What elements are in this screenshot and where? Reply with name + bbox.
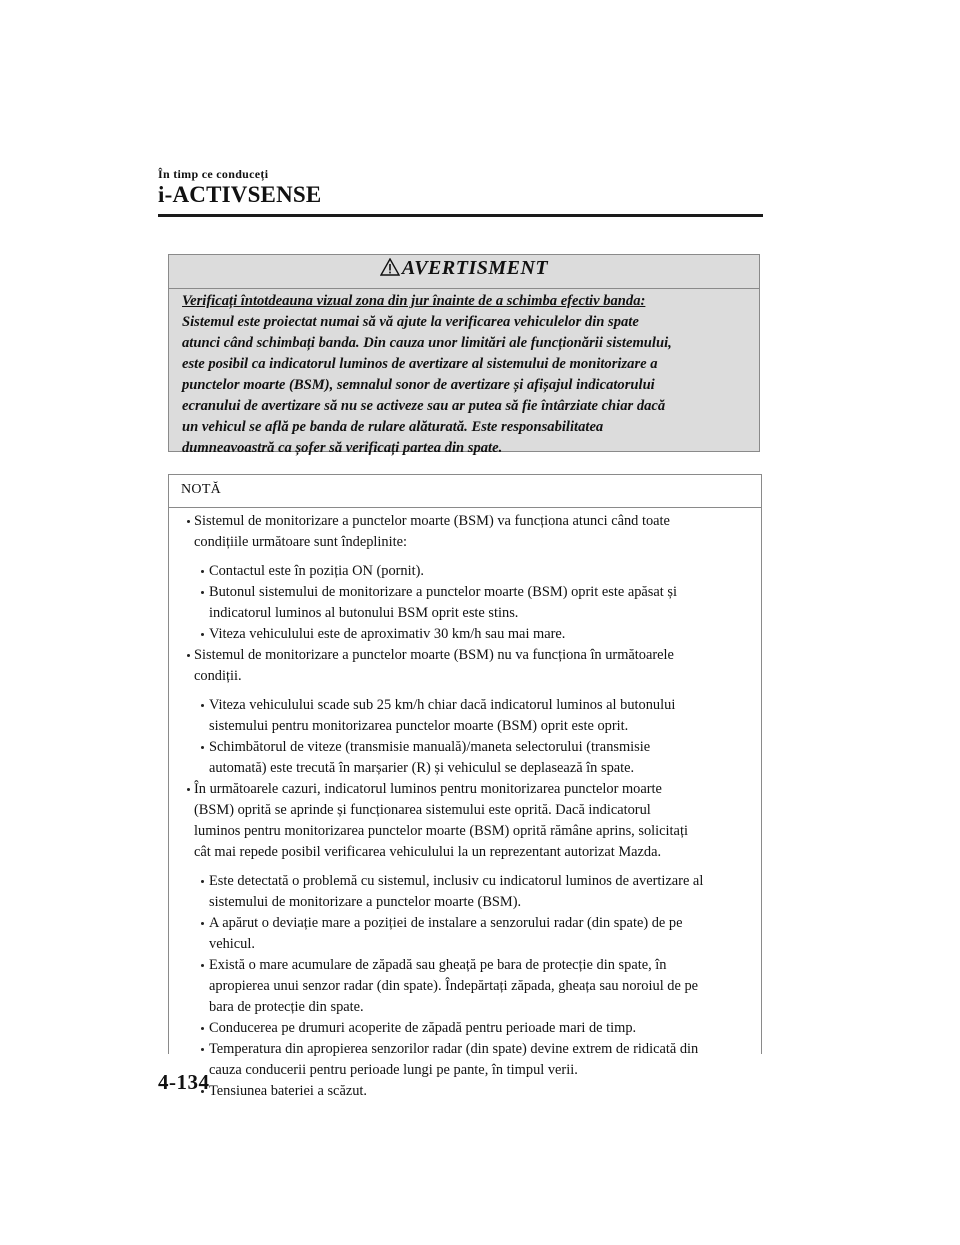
warning-line: punctelor moarte (BSM), semnalul sonor de avertizare și afișajul indicatorului bbox=[182, 377, 655, 393]
bullet-icon bbox=[201, 922, 204, 925]
note-line: bara de protecție din spate. bbox=[209, 999, 364, 1015]
warning-title-text: AVERTISMENT bbox=[401, 257, 549, 279]
bullet-icon bbox=[201, 880, 204, 883]
warning-line: atunci când schimbați banda. Din cauza unor limitări ale funcționării sistemului, bbox=[182, 335, 672, 351]
list-spacer bbox=[169, 553, 761, 561]
note-subitem bbox=[169, 561, 761, 582]
note-subitem bbox=[169, 624, 761, 645]
warning-line: ecranului de avertizare să nu se activeze sau ar putea să fie întârziate chiar dacă bbox=[182, 398, 666, 414]
note-line: sistemului de monitorizare a punctelor moarte (BSM). bbox=[209, 894, 522, 910]
note-line: cât mai repede posibil verificarea vehiculului la un reprezentant autorizat Mazda. bbox=[194, 844, 662, 860]
note-subitem bbox=[169, 1081, 761, 1102]
list-spacer bbox=[169, 687, 761, 695]
note-subitem bbox=[169, 871, 761, 913]
bullet-icon bbox=[201, 704, 204, 707]
note-line: Există o mare acumulare de zăpadă sau gheață pe bara de protecție din spate, în bbox=[209, 957, 667, 973]
note-line: cauza conducerii pentru perioade lungi pe pante, în timpul verii. bbox=[209, 1062, 578, 1078]
bullet-icon bbox=[187, 654, 190, 657]
warning-triangle-icon bbox=[380, 257, 400, 283]
note-line: indicatorul luminos al butonului BSM oprit este stins. bbox=[209, 605, 519, 621]
warning-box bbox=[168, 254, 760, 456]
note-line: Sistemul de monitorizare a punctelor moarte (BSM) va funcționa atunci când toate bbox=[194, 513, 670, 529]
bullet-icon bbox=[201, 1048, 204, 1051]
chapter-title: i-ACTIVSENSE bbox=[158, 182, 322, 207]
bullet-icon bbox=[187, 520, 190, 523]
note-line: luminos pentru monitorizarea punctelor moarte (BSM) oprită rămâne aprins, solicitați bbox=[194, 823, 688, 839]
bullet-icon bbox=[201, 746, 204, 749]
note-line: Contactul este în poziția ON (pornit). bbox=[209, 563, 425, 579]
warning-body bbox=[182, 291, 754, 459]
note-divider bbox=[169, 507, 761, 508]
note-subitem bbox=[169, 913, 761, 955]
note-subitem bbox=[169, 695, 761, 737]
warning-lead: Verificați întotdeauna vizual zona din jur înainte de a schimba efectiv banda: bbox=[182, 293, 646, 309]
note-line: Este detectată o problemă cu sistemul, inclusiv cu indicatorul luminos de avertizare al bbox=[209, 873, 704, 889]
bullet-icon bbox=[201, 1027, 204, 1030]
note-item bbox=[169, 511, 761, 553]
warning-line: dumneavoastră ca șofer să verificați partea din spate. bbox=[182, 440, 503, 456]
note-line: În următoarele cazuri, indicatorul luminos pentru monitorizarea punctelor moarte bbox=[194, 781, 662, 797]
note-line: A apărut o deviație mare a poziției de instalare a senzorului radar (din spate) de pe bbox=[209, 915, 683, 931]
note-line: automată) este trecută în marșarier (R) și vehiculul se deplasează în spate. bbox=[209, 760, 635, 776]
note-subitem bbox=[169, 582, 761, 624]
note-line: Butonul sistemului de monitorizare a punctelor moarte (BSM) oprit este apăsat și bbox=[209, 584, 677, 600]
note-line: sistemului pentru monitorizarea punctelor moarte (BSM) oprit este oprit. bbox=[209, 718, 629, 734]
note-subitem bbox=[169, 737, 761, 779]
note-subitem bbox=[169, 1039, 761, 1081]
note-subitem bbox=[169, 1018, 761, 1039]
note-line: Sistemul de monitorizare a punctelor moarte (BSM) nu va funcționa în următoarele bbox=[194, 647, 674, 663]
bullet-icon bbox=[201, 591, 204, 594]
note-line: (BSM) oprită se aprinde și funcționarea sistemului este oprită. Dacă indicatorul bbox=[194, 802, 651, 818]
note-list bbox=[169, 511, 761, 1102]
note-subitem bbox=[169, 955, 761, 1018]
note-line: Conducerea pe drumuri acoperite de zăpadă pentru perioade mari de timp. bbox=[209, 1020, 637, 1036]
section-label: În timp ce conduceți bbox=[158, 167, 269, 181]
note-line: Temperatura din apropierea senzorilor radar (din spate) devine extrem de ridicată din bbox=[209, 1041, 699, 1057]
bullet-icon bbox=[187, 788, 190, 791]
warning-divider bbox=[169, 288, 759, 289]
note-line: condițiile următoare sunt îndeplinite: bbox=[194, 534, 408, 550]
bullet-icon bbox=[201, 570, 204, 573]
note-line: Viteza vehiculului scade sub 25 km/h chiar dacă indicatorul luminos al butonului bbox=[209, 697, 676, 713]
note-line: condiții. bbox=[194, 668, 242, 684]
warning-line: Sistemul este proiectat numai să vă ajute la verificarea vehiculelor din spate bbox=[182, 314, 639, 330]
note-line: apropierea unui senzor radar (din spate). Îndepărtați zăpada, gheața sau noroiul de pe bbox=[209, 978, 699, 994]
bullet-icon bbox=[201, 633, 204, 636]
warning-line: este posibil ca indicatorul luminos de avertizare al sistemului de monitorizare a bbox=[182, 356, 658, 372]
note-line: Tensiunea bateriei a scăzut. bbox=[209, 1083, 368, 1099]
warning-line: un vehicul se află pe banda de rulare alăturată. Este responsabilitatea bbox=[182, 419, 604, 435]
list-spacer bbox=[169, 863, 761, 871]
note-title: NOTĂ bbox=[181, 482, 222, 497]
note-item bbox=[169, 779, 761, 863]
page-number: 4-134 bbox=[158, 1070, 210, 1094]
note-line: Viteza vehiculului este de aproximativ 30 km/h sau mai mare. bbox=[209, 626, 566, 642]
note-line: vehicul. bbox=[209, 936, 255, 952]
note-line: Schimbătorul de viteze (transmisie manuală)/maneta selectorului (transmisie bbox=[209, 739, 651, 755]
bullet-icon bbox=[201, 964, 204, 967]
header-divider bbox=[158, 214, 763, 217]
warning-title bbox=[169, 255, 759, 283]
note-item bbox=[169, 645, 761, 687]
